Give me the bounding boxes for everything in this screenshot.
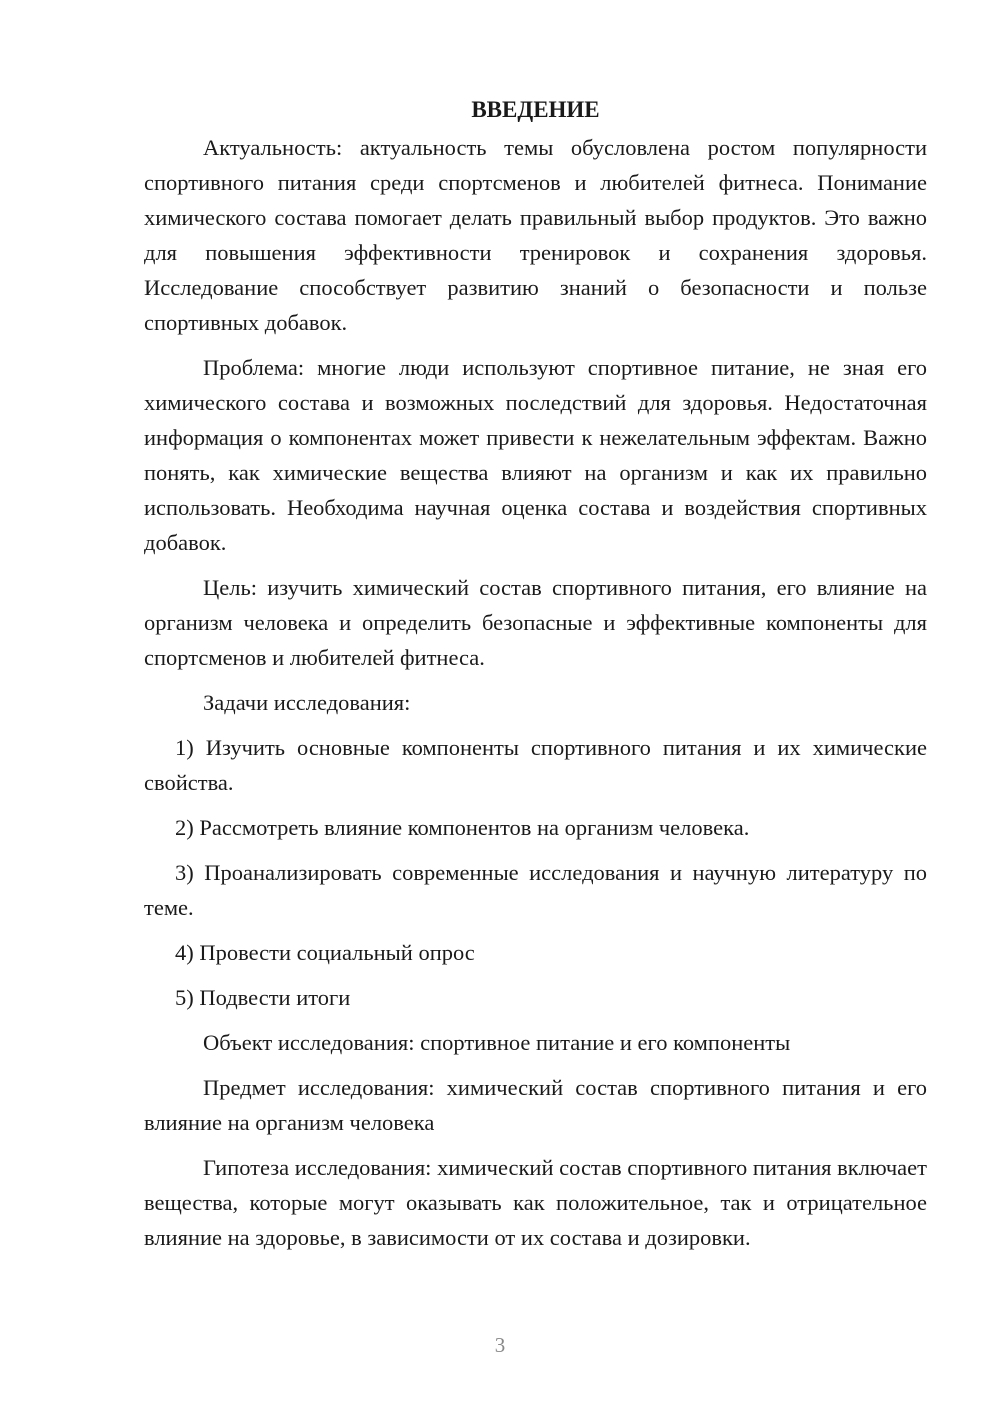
- paragraph-problem: Проблема: многие люди используют спортивное питание, не зная его химического состава и возможных последствий для здоровья. Недостаточная информация о компонентах может привести к нежелательным эффектам. Важно понять, как химические вещества влияют на организм и как их правильно использовать. Необходима научная оценка состава и воздействия спортивных добавок.: [144, 355, 927, 555]
- document-page: [144, 92, 927, 1265]
- list-item-task-4: 4) Провести социальный опрос: [175, 940, 475, 965]
- paragraph-goal: Цель: изучить химический состав спортивного питания, его влияние на организм человека и определить безопасные и эффективные компоненты для спортсменов и любителей фитнеса.: [144, 575, 927, 670]
- list-item-task-3: 3) Проанализировать современные исследования и научную литературу по теме.: [144, 860, 927, 920]
- page-number: 3: [494, 1333, 506, 1357]
- paragraph-object: Объект исследования: спортивное питание и его компоненты: [203, 1030, 791, 1055]
- section-heading: ВВЕДЕНИЕ: [471, 97, 600, 122]
- list-item-task-2: 2) Рассмотреть влияние компонентов на организм человека.: [175, 815, 750, 840]
- paragraph-subject: Предмет исследования: химический состав спортивного питания и его влияние на организм человека: [144, 1075, 927, 1135]
- paragraph-tasks-title: Задачи исследования:: [203, 690, 411, 715]
- paragraph-hypothesis: Гипотеза исследования: химический состав спортивного питания включает вещества, которые могут оказывать как положительное, так и отрицательное влияние на здоровье, в зависимости от их состава и дозировки.: [144, 1155, 927, 1250]
- paragraph-relevance: Актуальность: актуальность темы обусловлена ростом популярности спортивного питания среди спортсменов и любителей фитнеса. Понимание химического состава помогает делать правильный выбор продуктов. Это важно для повышения эффективности тренировок и сохранения здоровья. Исследование способствует развитию знаний о безопасности и пользе спортивных добавок.: [144, 135, 927, 335]
- list-item-task-1: 1) Изучить основные компоненты спортивного питания и их химические свойства.: [144, 735, 927, 795]
- list-item-task-5: 5) Подвести итоги: [175, 985, 351, 1010]
